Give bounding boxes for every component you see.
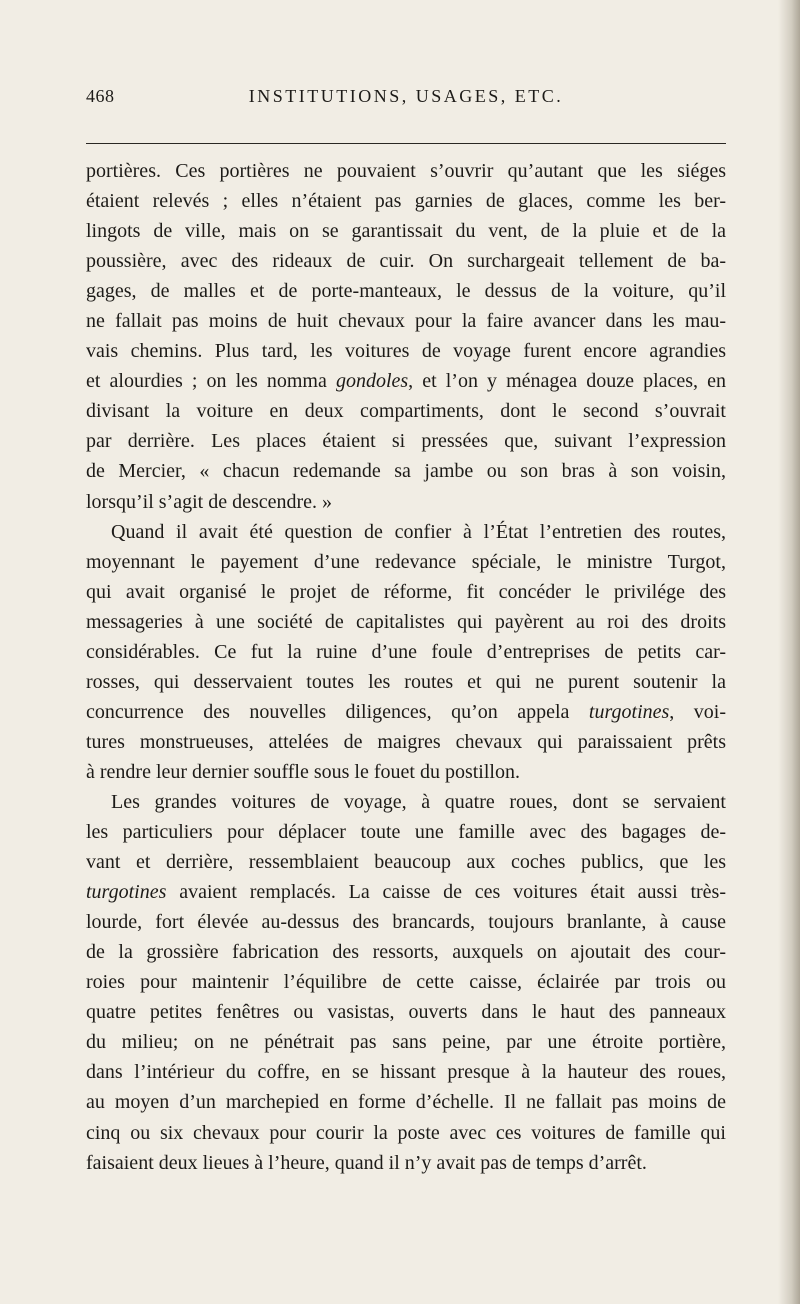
- text-line: [86, 276, 726, 306]
- body-text: [86, 156, 726, 1178]
- page-number: 468: [86, 86, 115, 106]
- text-line: [86, 727, 726, 757]
- text-segment: , et l’on y ménagea douze places, en: [408, 370, 726, 393]
- text-segment: qui avait organisé le projet de réforme, fit concéder le privilége des: [86, 580, 726, 603]
- page-header: [86, 86, 726, 116]
- text-segment: Les grandes voitures de voyage, à quatre roues, dont se servaient: [111, 790, 726, 813]
- text-segment: considérables. Ce fut la ruine d’une foule d’entreprises de petits car-: [86, 640, 726, 663]
- text-line: [86, 426, 726, 456]
- text-line: [86, 877, 726, 907]
- text-segment: roies pour maintenir l’équilibre de cette caisse, éclairée par trois ou: [86, 971, 726, 994]
- text-line: [86, 847, 726, 877]
- text-line: [86, 456, 726, 486]
- text-segment: gages, de malles et de porte-manteaux, le dessus de la voiture, qu’il: [86, 280, 726, 303]
- text-segment: lingots de ville, mais on se garantissait du vent, de la pluie et de la: [86, 220, 726, 243]
- text-line: [86, 607, 726, 637]
- text-line: [86, 817, 726, 847]
- text-segment: à rendre leur dernier souffle sous le fouet du postillon.: [86, 760, 520, 783]
- text-line: [86, 396, 726, 426]
- text-segment: du milieu; on ne pénétrait pas sans peine, par une étroite portière,: [86, 1031, 726, 1054]
- text-line: [86, 757, 726, 787]
- text-segment: dans l’intérieur du coffre, en se hissant presque à la hauteur des roues,: [86, 1061, 726, 1084]
- text-line: [86, 907, 726, 937]
- text-line: [86, 487, 726, 517]
- text-line: [86, 186, 726, 216]
- text-line: [86, 937, 726, 967]
- text-line: [86, 306, 726, 336]
- text-segment: , voi-: [669, 700, 727, 723]
- italic-term: gondoles: [335, 370, 409, 393]
- text-segment: par derrière. Les places étaient si pressées que, suivant l’expression: [86, 430, 726, 453]
- header-rule: [86, 143, 726, 144]
- text-segment: ne fallait pas moins de huit chevaux pour la faire avancer dans les mau-: [86, 310, 726, 333]
- text-line: [86, 156, 726, 186]
- text-line: [86, 547, 726, 577]
- running-head: INSTITUTIONS, USAGES, ETC.: [248, 86, 564, 106]
- text-line: [86, 366, 726, 396]
- text-segment: les particuliers pour déplacer toute une famille avec des bagages de-: [86, 821, 726, 844]
- text-line: [86, 1118, 726, 1148]
- text-line: [86, 1027, 726, 1057]
- text-line: [86, 997, 726, 1027]
- italic-term: turgotines: [588, 700, 670, 723]
- text-segment: vant et derrière, ressemblaient beaucoup aux coches publics, que les: [86, 851, 726, 874]
- text-line: [86, 577, 726, 607]
- text-segment: Quand il avait été question de confier à l’État l’entretien des routes,: [111, 520, 726, 543]
- text-line: [86, 517, 726, 547]
- text-segment: concurrence des nouvelles diligences, qu’on appela: [86, 700, 589, 723]
- text-segment: poussière, avec des rideaux de cuir. On surchargeait tellement de ba-: [86, 250, 726, 273]
- italic-term: turgotines: [86, 881, 167, 904]
- text-segment: avaient remplacés. La caisse de ces voitures était aussi très-: [166, 881, 726, 904]
- text-line: [86, 1057, 726, 1087]
- text-segment: au moyen d’un marchepied en forme d’échelle. Il ne fallait pas moins de: [86, 1091, 726, 1114]
- text-line: [86, 246, 726, 276]
- text-line: [86, 1087, 726, 1117]
- text-line: [86, 216, 726, 246]
- text-segment: de la grossière fabrication des ressorts, auxquels on ajoutait des cour-: [86, 941, 726, 964]
- text-line: [86, 697, 726, 727]
- page-edge-shadow: [778, 0, 800, 1304]
- text-segment: moyennant le payement d’une redevance spéciale, le ministre Turgot,: [86, 550, 726, 573]
- text-segment: tures monstrueuses, attelées de maigres chevaux qui paraissaient prêts: [86, 730, 726, 753]
- text-line: [86, 967, 726, 997]
- text-segment: lorsqu’il s’agit de descendre. »: [86, 490, 333, 513]
- text-segment: et alourdies ; on les nomma: [86, 370, 336, 393]
- text-segment: faisaient deux lieues à l’heure, quand il n’y avait pas de temps d’arrêt.: [86, 1151, 647, 1174]
- text-segment: lourde, fort élevée au-dessus des brancards, toujours branlante, à cause: [86, 911, 726, 934]
- text-line: [86, 787, 726, 817]
- text-segment: messageries à une société de capitalistes qui payèrent au roi des droits: [86, 610, 726, 633]
- text-line: [86, 336, 726, 366]
- text-line: [86, 637, 726, 667]
- text-line: [86, 1148, 726, 1178]
- text-segment: cinq ou six chevaux pour courir la poste avec ces voitures de famille qui: [86, 1121, 726, 1144]
- text-segment: vais chemins. Plus tard, les voitures de voyage furent encore agrandies: [86, 340, 726, 363]
- text-line: [86, 667, 726, 697]
- text-segment: étaient relevés ; elles n’étaient pas garnies de glaces, comme les ber-: [86, 190, 726, 213]
- text-segment: divisant la voiture en deux compartiments, dont le second s’ouvrait: [86, 400, 726, 423]
- text-segment: rosses, qui desservaient toutes les routes et qui ne purent soutenir la: [86, 670, 726, 693]
- text-segment: de Mercier, « chacun redemande sa jambe ou son bras à son voisin,: [86, 460, 726, 483]
- text-segment: quatre petites fenêtres ou vasistas, ouverts dans le haut des panneaux: [86, 1001, 726, 1024]
- text-segment: portières. Ces portières ne pouvaient s’ouvrir qu’autant que les siéges: [86, 160, 726, 182]
